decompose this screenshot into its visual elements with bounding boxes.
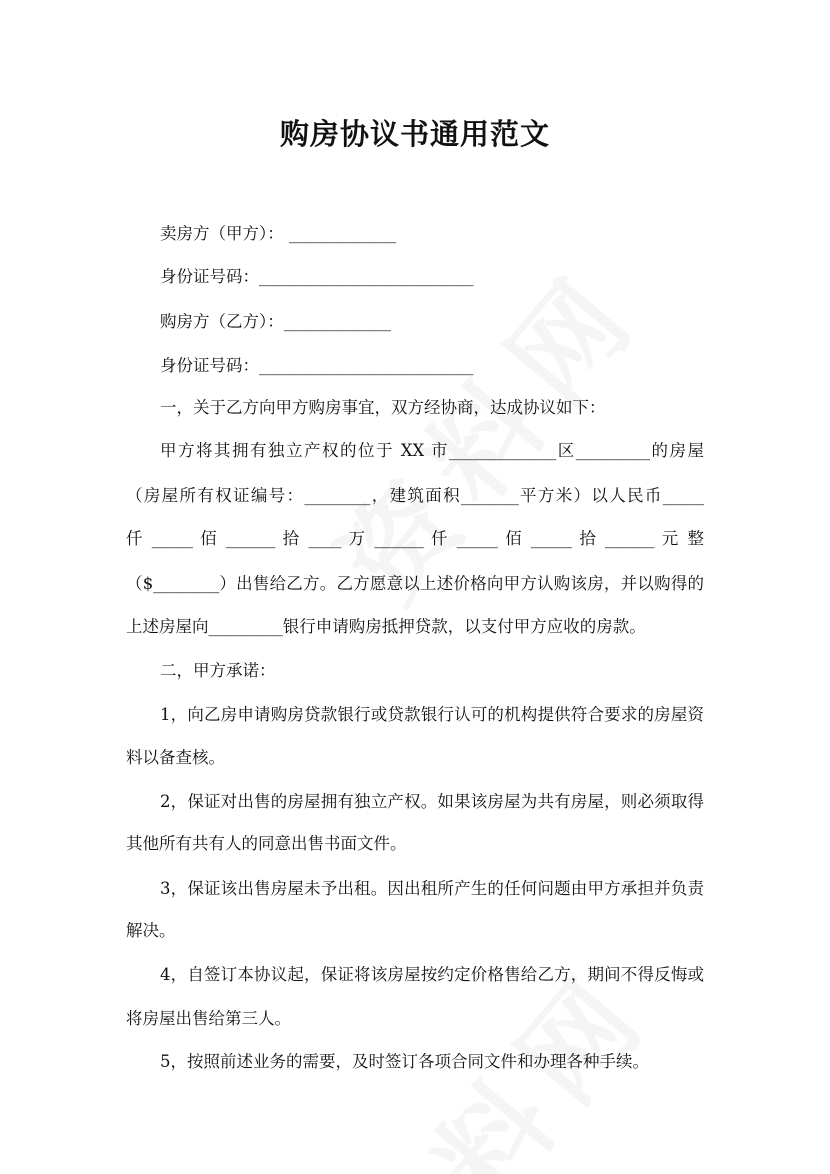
section-heading: 二，甲方承诺：	[160, 661, 276, 680]
document-title: 购房协议书通用范文	[279, 117, 550, 151]
buyer-line: 购房方（乙方）：_____________	[160, 312, 391, 331]
section-heading: 一，关于乙方向甲方购房事宜，双方经协商，达成协议如下：	[160, 398, 606, 417]
list-item-continuation: 解决。	[126, 921, 176, 940]
seller-line: 卖房方（甲方）： _____________	[160, 224, 397, 243]
paragraph-line: （$________）出售给乙方。乙方愿意以上述价格向甲方认购该房，并以购得的	[126, 574, 704, 593]
list-item: 5，按照前述业务的需要，及时签订各项合同文件和办理各种手续。	[160, 1052, 649, 1071]
list-item: 2，保证对出售的房屋拥有独立产权。如果该房屋为共有房屋，则必须取得	[160, 792, 704, 811]
list-item: 4，自签订本协议起，保证将该房屋按约定价格售给乙方，期间不得反悔或	[160, 965, 704, 984]
list-item-continuation: 将房屋出售给第三人。	[126, 1009, 291, 1028]
buyer-id-line: 身份证号码：__________________________	[160, 356, 474, 375]
list-item-continuation: 其他所有共有人的同意出售书面文件。	[126, 834, 407, 853]
paragraph-line: 仟 _____ 佰 ______ 拾 ____ 万 ______ 仟 _____ 佰 _____ 拾 ______ 元 整	[126, 529, 704, 548]
paragraph-line: 甲方将其拥有独立产权的位于 XX 市_____________区_________的房屋	[160, 441, 704, 460]
paragraph-line: （房屋所有权证编号：________，建筑面积_______平方米）以人民币_____	[126, 486, 704, 505]
list-item: 3，保证该出售房屋未予出租。因出租所产生的任何问题由甲方承担并负责	[160, 879, 704, 898]
list-item-continuation: 料以备查核。	[126, 748, 225, 767]
paragraph-line: 上述房屋向_________银行申请购房抵押贷款，以支付甲方应收的房款。	[126, 617, 646, 636]
list-item: 1，向乙房申请购房贷款银行或贷款银行认可的机构提供符合要求的房屋资	[160, 705, 704, 724]
seller-id-line: 身份证号码：__________________________	[160, 267, 474, 286]
